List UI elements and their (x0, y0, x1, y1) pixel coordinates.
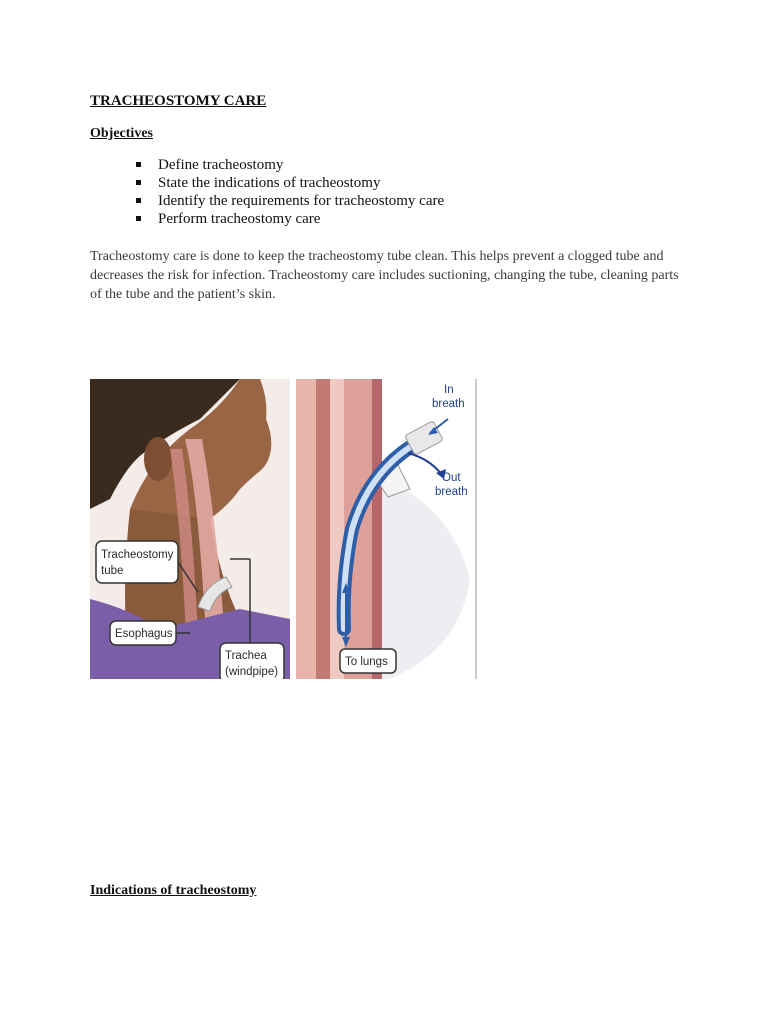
trachea-label-1: Trachea (225, 650, 267, 662)
to-lungs-label: To lungs (345, 656, 388, 668)
ear-shape (144, 437, 172, 481)
in-breath-label-2: breath (432, 398, 465, 410)
tracheostomy-illustration (90, 379, 480, 679)
esophagus-label: Esophagus (115, 628, 173, 640)
list-item: Perform tracheostomy care (135, 210, 444, 228)
tissue-column (372, 379, 382, 679)
out-breath-label-1: Out (442, 472, 461, 484)
tissue-column (296, 379, 316, 679)
tracheostomy-tube-label-2: tube (101, 565, 124, 577)
intro-paragraph: Tracheostomy care is done to keep the tracheostomy tube clean. This helps prevent a clogged tube and decreases the risk for infection. Tracheostomy care includes suctioning, changing the tube, cleaning parts of the tube and the patient’s skin. (90, 249, 679, 302)
bullet-icon (136, 162, 141, 167)
document-title: TRACHEOSTOMY CARE (90, 93, 267, 109)
list-item: Define tracheostomy (135, 156, 444, 174)
objectives-list (135, 156, 444, 228)
indications-heading: Indications of tracheostomy (90, 883, 257, 898)
tissue-column (316, 379, 330, 679)
list-item: Identify the requirements for tracheostomy care (135, 192, 444, 210)
list-item: State the indications of tracheostomy (135, 174, 444, 192)
profile-panel (90, 379, 290, 679)
bullet-icon (136, 198, 141, 203)
trachea-label-2: (windpipe) (225, 666, 279, 678)
out-breath-label-2: breath (435, 486, 468, 498)
bullet-icon (136, 216, 141, 221)
in-breath-label-1: In (444, 384, 454, 396)
bullet-icon (136, 180, 141, 185)
cross-section-panel (294, 379, 480, 679)
tracheostomy-tube-label-1: Tracheostomy (101, 549, 174, 561)
objectives-heading: Objectives (90, 126, 153, 141)
